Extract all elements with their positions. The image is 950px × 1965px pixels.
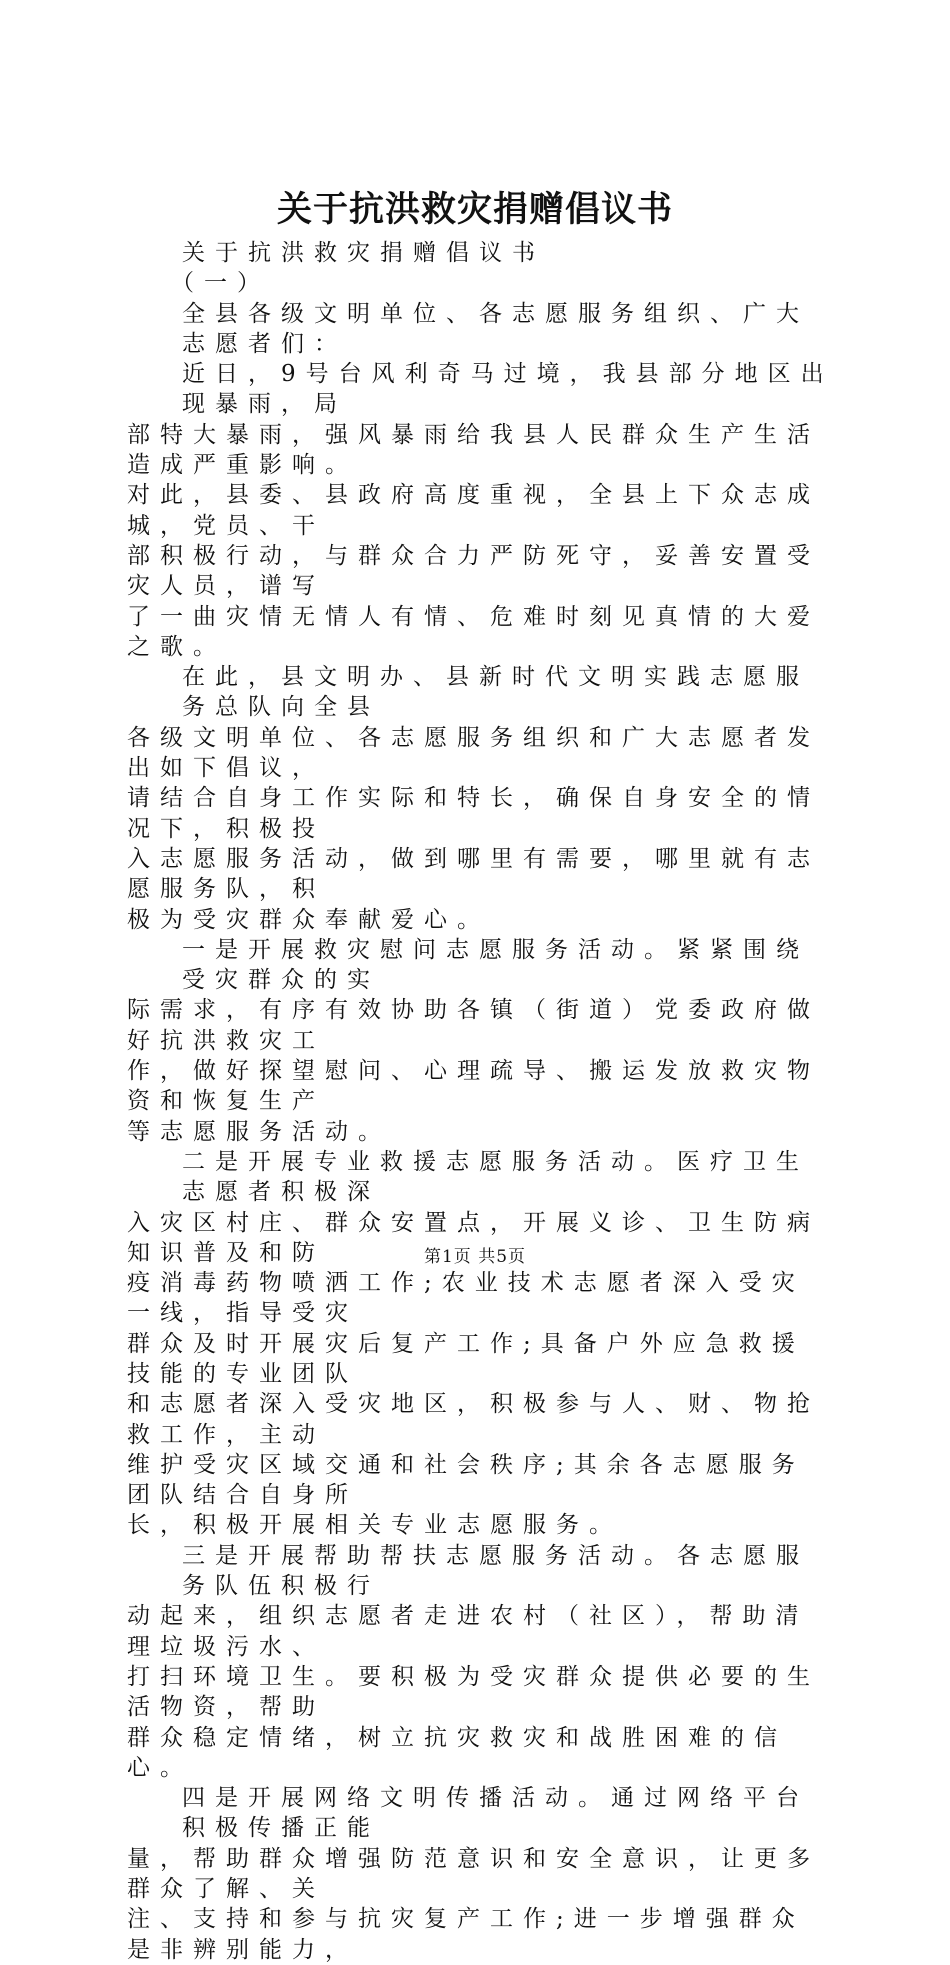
subtitle: 关于抗洪救灾捐赠倡议书 (182, 240, 545, 266)
paragraph-line: 群众稳定情绪，树立抗灾救灾和战胜困难的信心。 (127, 1724, 787, 1781)
paragraph-line: 际需求，有序有效协助各镇（街道）党委政府做好抗洪救灾工 (127, 997, 820, 1054)
paragraph-line: 四是开展网络文明传播活动。通过网络平台积极传播正能 (182, 1785, 809, 1842)
salutation: 全县各级文明单位、各志愿服务组织、广大志愿者们： (182, 300, 809, 357)
paragraph-line: 量，帮助群众增强防范意识和安全意识，让更多群众了解、关 (127, 1845, 820, 1903)
document-body (127, 238, 835, 1965)
paragraph-line: 注、支持和参与抗灾复产工作;进一步增强群众是非辨别能力， (127, 1906, 805, 1963)
paragraph-line: 极为受灾群众奉献爱心。 (127, 906, 490, 933)
paragraph-line: 了一曲灾情无情人有情、危难时刻见真情的大爱之歌。 (127, 603, 820, 660)
paragraph (127, 359, 835, 662)
paragraph-line: 二是开展专业救援志愿服务活动。医疗卫生志愿者积极深 (182, 1148, 809, 1206)
paragraph-line: 一是开展救灾慰问志愿服务活动。紧紧围绕受灾群众的实 (182, 936, 809, 994)
paragraph-line: 动起来，组织志愿者走进农村（社区），帮助清理垃圾污水、 (127, 1603, 809, 1660)
paragraph (127, 1541, 835, 1783)
section-number: （一） (171, 270, 270, 297)
paragraph-line: 等志愿服务活动。 (127, 1118, 391, 1145)
paragraph-line: 部积极行动，与群众合力严防死守，妥善安置受灾人员，谱写 (127, 542, 820, 600)
paragraph-line: 在此，县文明办、县新时代文明实践志愿服务总队向全县 (182, 664, 809, 721)
paragraph (127, 662, 835, 935)
paragraph-line: 作，做好探望慰问、心理疏导、搬运发放救灾物资和恢复生产 (127, 1058, 820, 1115)
paragraph (127, 1783, 835, 1965)
paragraph-line: 入志愿服务活动，做到哪里有需要，哪里就有志愿服务队，积 (127, 845, 820, 903)
paragraph-line: 对此，县委、县政府高度重视，全县上下众志成城，党员、干 (127, 482, 820, 539)
paragraph-line: 维护受灾区域交通和社会秩序;其余各志愿服务团队结合自身所 (127, 1451, 805, 1509)
paragraph-line: 部特大暴雨，强风暴雨给我县人民群众生产生活造成严重影响。 (127, 421, 820, 479)
paragraph-line: 疫消毒药物喷洒工作;农业技术志愿者深入受灾一线，指导受灾 (127, 1270, 805, 1327)
paragraph (127, 935, 835, 1147)
paragraph-line: 请结合自身工作实际和特长，确保自身安全的情况下，积极投 (127, 785, 820, 842)
paragraph-line: 打扫环境卫生。要积极为受灾群众提供必要的生活物资，帮助 (127, 1663, 820, 1721)
paragraph-line: 近日，9号台风利奇马过境，我县部分地区出现暴雨，局 (182, 361, 834, 418)
document-title: 关于抗洪救灾捐赠倡议书 (276, 189, 673, 230)
page-footer: 第1页 共5页 (423, 1247, 527, 1267)
paragraph-line: 和志愿者深入受灾地区，积极参与人、财、物抢救工作，主动 (127, 1391, 820, 1448)
paragraphs (127, 359, 835, 1965)
paragraph-line: 入灾区村庄、群众安置点，开展义诊、卫生防病知识普及和防 (127, 1209, 820, 1266)
paragraph-line: 群众及时开展灾后复产工作;具备户外应急救援技能的专业团队 (127, 1330, 805, 1387)
paragraph-line: 各级文明单位、各志愿服务组织和广大志愿者发出如下倡议， (127, 724, 820, 782)
paragraph-line: 三是开展帮助帮扶志愿服务活动。各志愿服务队伍积极行 (182, 1542, 809, 1600)
paragraph-line: 长，积极开展相关专业志愿服务。 (127, 1512, 622, 1539)
